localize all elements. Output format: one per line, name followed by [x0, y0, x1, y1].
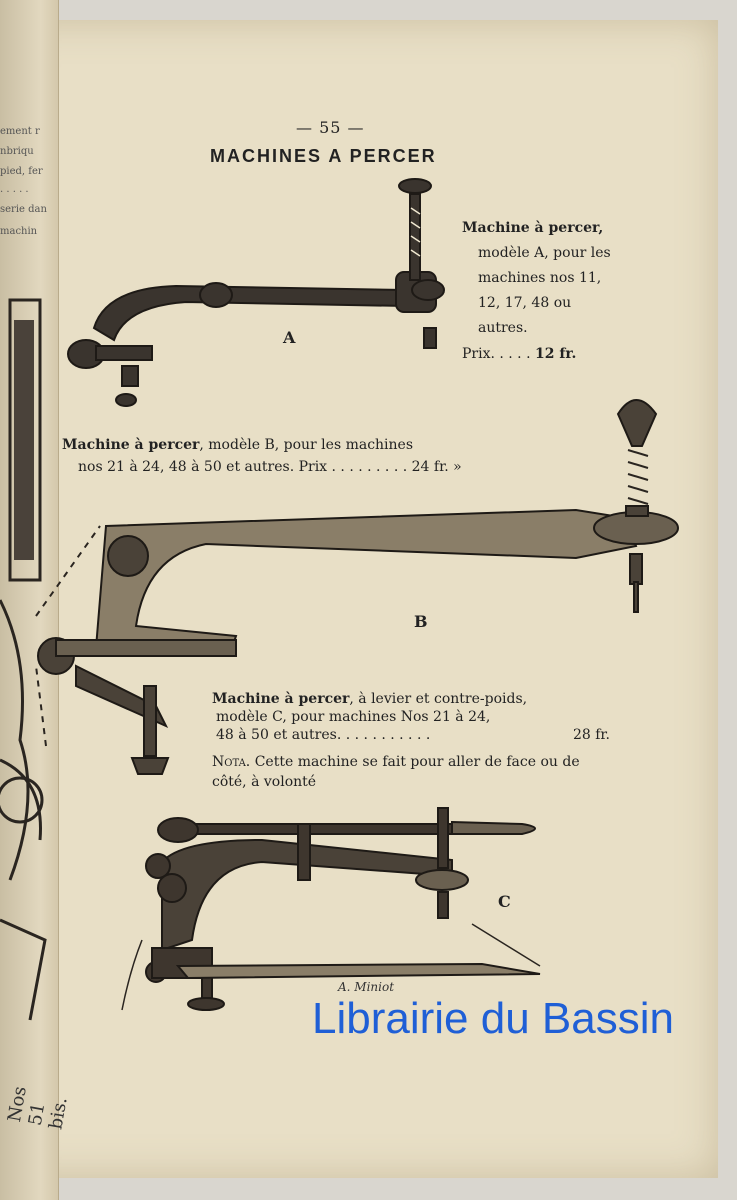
page-number: — 55 — [296, 118, 365, 137]
engraver-signature: A. Miniot [338, 980, 395, 994]
left-fragment: . . . . . [0, 184, 29, 195]
machine-b-name: Machine à percer [62, 437, 200, 453]
drill-machine-a-illustration [66, 178, 446, 418]
machine-c-price: 28 fr. [572, 727, 610, 743]
page-title: MACHINES A PERCER [210, 146, 437, 166]
machine-b-line: nos 21 à 24, 48 à 50 et autres. Prix . . . . . . . . . [78, 459, 408, 475]
machine-c-line: , à levier et contre-poids, [349, 691, 528, 707]
drill-machine-c-illustration [122, 800, 552, 1020]
machine-a-description [462, 216, 622, 341]
machine-a-name: Machine à percer, [462, 220, 604, 236]
left-fragment: machin [0, 226, 38, 237]
machine-a-price: 12 fr. [535, 346, 577, 362]
figure-label-c: C [498, 892, 511, 911]
figure-label-a: A [283, 328, 296, 347]
machine-c-line: 48 à 50 et autres. . . . . . . . . . . [216, 727, 431, 743]
machine-c-name: Machine à percer [212, 691, 350, 707]
left-fragment: ement r [0, 126, 40, 137]
price-label: Prix. . . . . [462, 346, 531, 362]
nota-label: Nota. [212, 754, 251, 770]
left-page-label: Nos 51 bis. [4, 1084, 72, 1131]
machine-c-line: modèle C, pour machines Nos 21 à 24, [216, 709, 491, 725]
left-fragment: pied, fer [0, 166, 43, 177]
left-fragment: nbriqu [0, 146, 34, 157]
machine-a-line: machines nos 11, [478, 270, 602, 286]
watermark: Librairie du Bassin [312, 994, 674, 1043]
machine-b-price: 24 fr. » [411, 459, 462, 475]
nota-text: Cette machine se fait pour aller de face ou de côté, à volonté [212, 754, 580, 790]
machine-a-line: 12, 17, 48 ou autres. [478, 295, 572, 336]
left-fragment: serie dan [0, 204, 47, 215]
machine-b-line: , modèle B, pour les machines [199, 437, 414, 453]
machine-a-line: modèle A, pour les [478, 245, 611, 261]
machine-a-price-row [462, 346, 576, 362]
figure-label-b: B [414, 612, 428, 631]
machine-c-note [212, 752, 612, 792]
machine-c-description [212, 690, 612, 744]
